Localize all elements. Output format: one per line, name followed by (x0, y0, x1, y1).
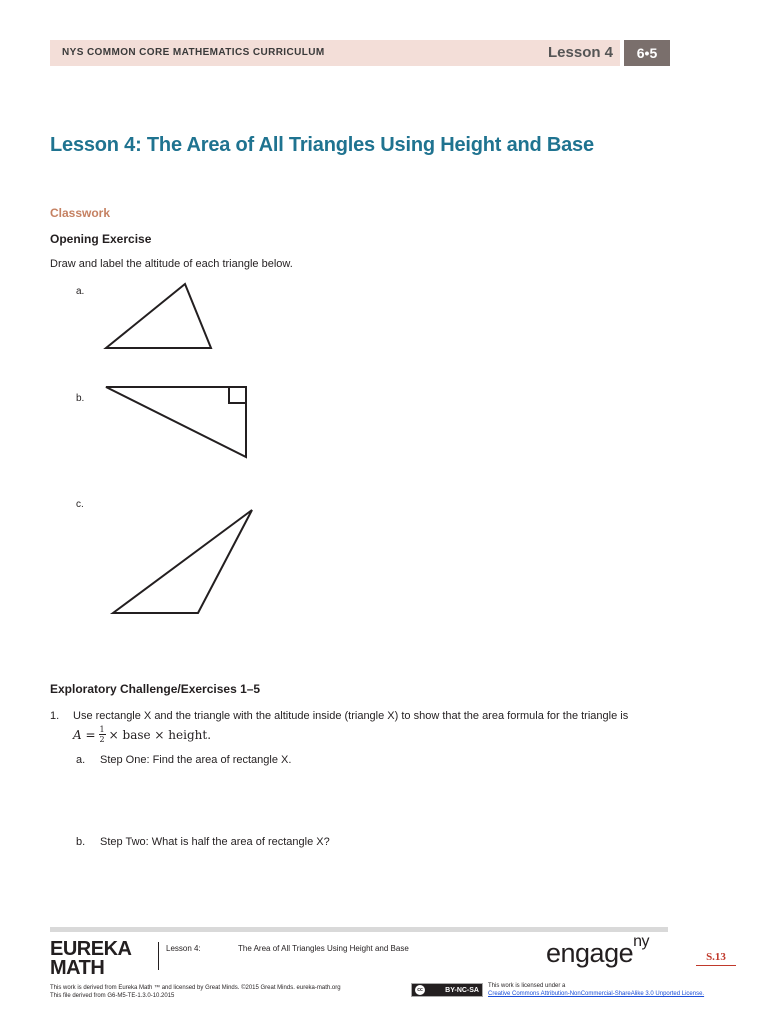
footer-lesson-title: The Area of All Triangles Using Height and Base (238, 944, 409, 953)
engage-text: engage (546, 938, 634, 968)
eureka-math-logo (50, 940, 131, 978)
engageny-logo (546, 933, 650, 969)
step-a-text: Step One: Find the area of rectangle X. (100, 754, 292, 766)
cc-license-badge[interactable] (411, 983, 483, 997)
triangle-b (106, 387, 246, 457)
logo-line-2: MATH (50, 957, 105, 979)
license-link[interactable]: Creative Commons Attribution-NonCommercial-ShareAlike 3.0 Unported License. (488, 991, 705, 997)
triangle-a-label: a. (76, 286, 85, 297)
triangle-c-label: c. (76, 499, 84, 510)
logo-line-1: EUREKA (50, 938, 132, 960)
triangle-c (113, 510, 252, 613)
page-number: S.13 (696, 951, 736, 966)
header-lesson: Lesson 4 (548, 44, 614, 61)
footer-file-id: This file derived from G6-M5-TE-1.3.0-10.2015 (50, 993, 175, 999)
exploratory-heading: Exploratory Challenge/Exercises 1–5 (50, 682, 261, 696)
footer-lesson-label: Lesson 4: (166, 944, 201, 953)
formula-lhs: A = (73, 727, 96, 742)
license-intro: This work is licensed under a (488, 983, 566, 989)
page-title: Lesson 4: The Area of All Triangles Using Height and Base (50, 134, 594, 156)
fraction-denominator: 2 (99, 735, 105, 744)
formula-rhs: × base × height. (108, 727, 212, 742)
cc-badge-text: BY-NC-SA (445, 986, 479, 994)
triangle-b-label: b. (76, 393, 85, 404)
step-b-text: Step Two: What is half the area of rectangle X? (100, 836, 330, 848)
curriculum-label: NYS COMMON CORE MATHEMATICS CURRICULUM (62, 47, 325, 58)
opening-instruction: Draw and label the altitude of each triangle below. (50, 258, 293, 270)
fraction-numerator: 1 (99, 725, 105, 734)
classwork-label: Classwork (50, 206, 111, 220)
engage-sup: ny (633, 933, 650, 950)
area-formula (73, 725, 211, 744)
footer-credit: This work is derived from Eureka Math ™ and licensed by Great Minds. ©2015 Great Minds. eureka-math.org (50, 985, 341, 991)
opening-heading: Opening Exercise (50, 232, 152, 246)
triangle-a (106, 284, 211, 348)
cc-icon: cc (415, 985, 425, 995)
grade-module-tab: 6•5 (624, 40, 670, 66)
exercise-1-number: 1. (50, 710, 60, 722)
right-angle-marker (229, 387, 246, 403)
footer-rule (50, 927, 668, 932)
exercise-1-text: Use rectangle X and the triangle with the altitude inside (triangle X) to show that the area formula for the triangle is (73, 710, 629, 722)
step-b-label: b. (76, 836, 86, 848)
formula-fraction (99, 725, 106, 744)
footer-separator (158, 942, 159, 970)
step-a-label: a. (76, 754, 86, 766)
